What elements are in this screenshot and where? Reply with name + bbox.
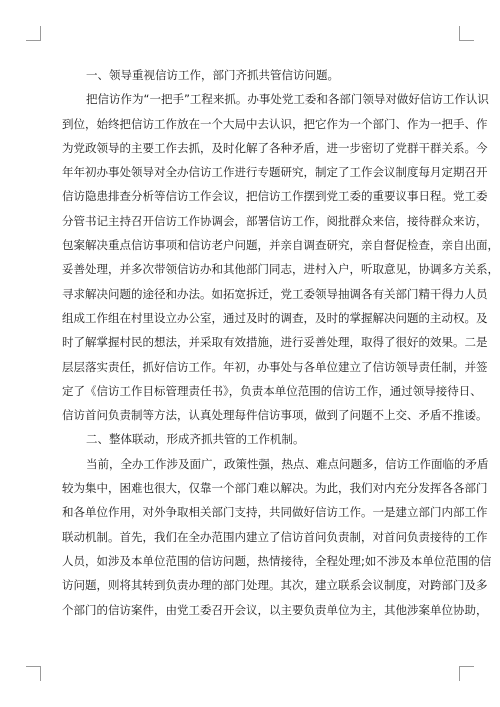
paragraph-line: 定了《信访工作目标管理责任书》，负责本单位范围的信访工作，通过领导接待日、 bbox=[62, 383, 482, 398]
paragraph-line: 时了解掌握村民的想法，并采取有效措施，进行妥善处理，取得了很好的效果。二是 bbox=[62, 335, 488, 350]
paragraph-line: 较为集中，困难也很大，仅靠一个部门难以解决。为此，我们对内充分发挥各各部门 bbox=[62, 481, 488, 496]
paragraph-line: 妥善处理，并多次带领信访办和其他部门同志，进村入户，听取意见，协调多方关系， bbox=[62, 262, 499, 277]
paragraph-line: 访问题，则将其转到负责办理的部门处理。其次，建立联系会议制度，对跨部门及多 bbox=[62, 578, 488, 593]
paragraph-line: 层层落实责任，抓好信访工作。年初，办事处与各单位建立了信访领导责任制，并签 bbox=[62, 359, 488, 374]
paragraph-line: 人员，如涉及本单位范围的信访问题，热情接待，全程处理;如不涉及本单位范围的信 bbox=[62, 553, 492, 568]
paragraph-line: 包案解决重点信访事项和信访老户问题，并亲自调查研究，亲自督促检查，亲自出面， bbox=[62, 238, 499, 253]
paragraph-2 bbox=[62, 452, 492, 622]
paragraph-line: 把信访作为“一把手”工程来抓。办事处党工委和各部门领导对做好信访工作认识 bbox=[86, 92, 489, 107]
paragraph-line: 个部门的信访案件，由党工委召开会议，以主要负责单位为主，其他涉案单位协助， bbox=[62, 602, 488, 617]
paragraph-line: 联动机制。首先，我们在全办范围内建立了信访首问负责制，对首问负责接待的工作 bbox=[62, 529, 488, 544]
crop-mark-top-left bbox=[26, 26, 41, 41]
paragraph-line: 信访首问负责制等方法，认真处理每件信访事项，做到了问题不上交、矛盾不推诿。 bbox=[62, 408, 488, 423]
paragraph-line: 组成工作组在村里设立办公室，通过及时的调查，及时的掌握解决问题的主动权。及 bbox=[62, 310, 488, 325]
crop-mark-bottom-right bbox=[459, 666, 474, 681]
paragraph-line: 分管书记主持召开信访工作协调会，部署信访工作，阅批群众来信，接待群众来访， bbox=[62, 213, 488, 228]
crop-mark-bottom-left bbox=[26, 666, 41, 681]
crop-mark-top-right bbox=[459, 26, 474, 41]
section-heading-2: 二、整体联动，形成齐抓共管的工作机制。 bbox=[86, 432, 305, 447]
paragraph-line: 到位，始终把信访工作放在一个大局中去认识，把它作为一个部门、作为一把手、作 bbox=[62, 116, 488, 131]
paragraph-line: 为党政领导的主要工作去抓，及时化解了各种矛盾，进一步密切了党群干群关系。今 bbox=[62, 140, 488, 155]
section-heading-1: 一、领导重视信访工作，部门齐抓共管信访问题。 bbox=[86, 68, 339, 82]
paragraph-line: 信访隐患排查分析等信访工作会议，把信访工作摆到党工委的重要议事日程。党工委 bbox=[62, 189, 488, 204]
paragraph-line: 当前，全办工作涉及面广，政策性强，热点、难点问题多，信访工作面临的矛盾 bbox=[86, 456, 489, 471]
document-body bbox=[62, 63, 499, 622]
paragraph-line: 年年初办事处领导对全办信访工作进行专题研究，制定了工作会议制度每月定期召开 bbox=[62, 165, 488, 180]
paragraph-line: 寻求解决问题的途径和办法。如拓宽拆迁，党工委领导抽调各有关部门精干得力人员 bbox=[62, 286, 488, 301]
paragraph-line: 和各单位作用，对外争取相关部门支持，共同做好信访工作。一是建立部门内部工作 bbox=[62, 505, 488, 520]
paragraph-1 bbox=[62, 87, 499, 427]
